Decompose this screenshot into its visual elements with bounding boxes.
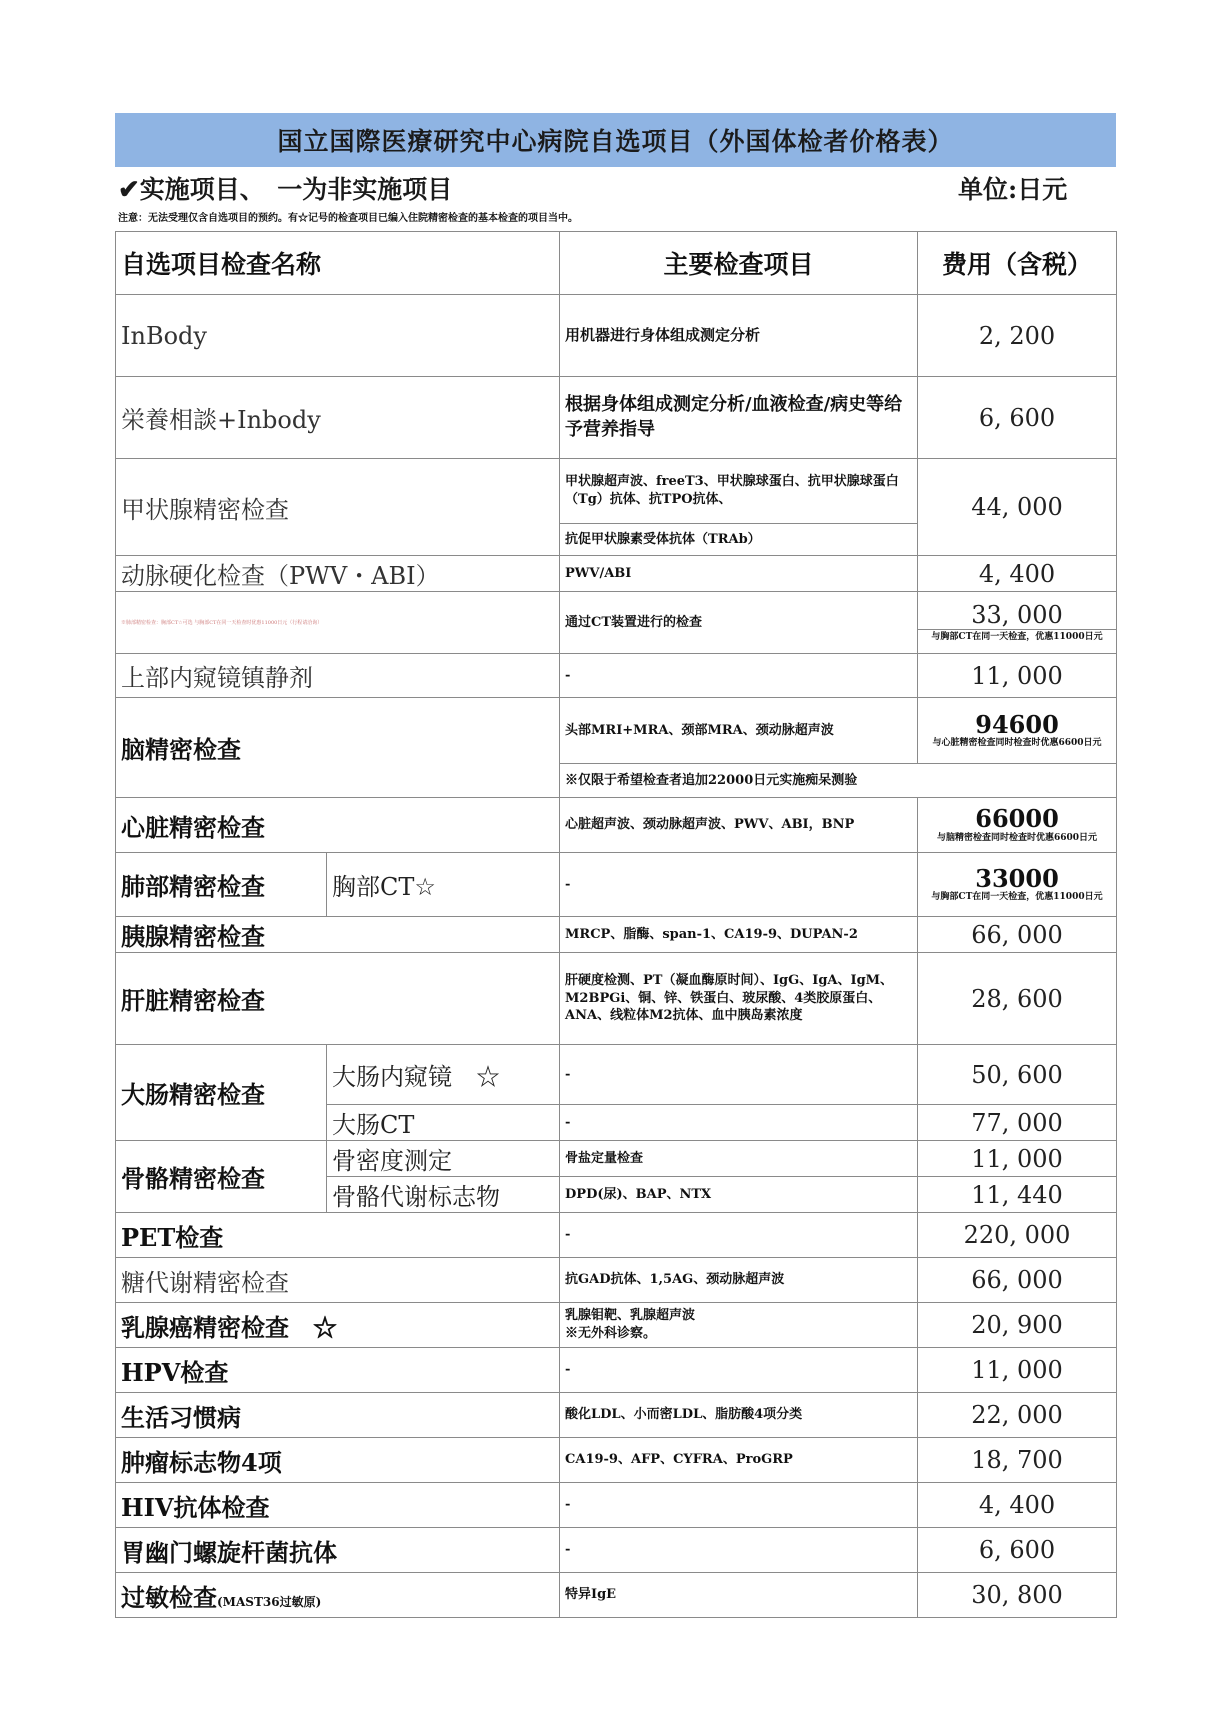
item-price: 44, 000 xyxy=(918,459,1117,556)
item-main: MRCP、脂酶、span-1、CA19-9、DUPAN-2 xyxy=(560,917,918,953)
item-name-note: (MAST36过敏原) xyxy=(217,1594,322,1609)
item-name: 肿瘤标志物4项 xyxy=(116,1438,560,1483)
price-note: 与胸部CT在同一天检查，优惠11000日元 xyxy=(918,629,1116,643)
item-sub: 胸部CT☆ xyxy=(327,853,560,917)
item-price: 28, 600 xyxy=(918,953,1117,1045)
item-main: - xyxy=(560,654,918,698)
price-note: 与脑精密检查同时检查时优惠6600日元 xyxy=(936,832,1098,843)
item-main: 通过CT装置进行的检查 xyxy=(560,592,918,654)
table-row xyxy=(116,1045,1117,1105)
item-main: 肝硬度检测、PT（凝血酶原时间）、IgG、IgA、IgM、M2BPGi、铜、锌、铁蛋白、玻尿酸、4类胶原蛋白、ANA、线粒体M2抗体、血中胰岛素浓度 xyxy=(560,953,918,1045)
header-price: 费用（含税） xyxy=(918,232,1117,295)
item-price: 50, 600 xyxy=(918,1045,1117,1105)
item-main: PWV/ABI xyxy=(560,556,918,592)
item-main: - xyxy=(560,1045,918,1105)
table-row xyxy=(116,295,1117,377)
item-price: 4, 400 xyxy=(918,556,1117,592)
table-row xyxy=(116,459,1117,524)
item-price: 66, 000 xyxy=(918,917,1117,953)
item-main: 骨盐定量检查 xyxy=(560,1141,918,1177)
item-main: 特异IgE xyxy=(560,1573,918,1618)
item-main: - xyxy=(560,1213,918,1258)
table-row xyxy=(116,1303,1117,1348)
price-table xyxy=(115,231,1117,1618)
item-name: 生活习惯病 xyxy=(116,1393,560,1438)
header-main: 主要检查项目 xyxy=(560,232,918,295)
item-price: 30, 800 xyxy=(918,1573,1117,1618)
table-row xyxy=(116,1393,1117,1438)
table-row xyxy=(116,592,1117,654)
table-row xyxy=(116,1573,1117,1618)
item-sub: 大肠CT xyxy=(327,1105,560,1141)
item-name: 肝脏精密检查 xyxy=(116,953,560,1045)
item-main: 抗GAD抗体、1,5AG、颈动脉超声波 xyxy=(560,1258,918,1303)
item-name: 甲状腺精密检查 xyxy=(116,459,560,556)
item-name: 脑精密检查 xyxy=(116,698,560,798)
check-icon: ✔ xyxy=(118,175,140,205)
table-row xyxy=(116,1141,1117,1177)
item-name: ※肺部精密检查：胸部CT☆可选 与胸部CT在同一天检查时优惠11000日元（行程请洽询） xyxy=(116,592,560,654)
item-price: 66000 xyxy=(975,804,1059,834)
price-note: 与胸部CT在同一天检查，优惠11000日元 xyxy=(931,892,1103,903)
item-price: 11, 000 xyxy=(918,654,1117,698)
item-name: 上部内窥镜镇静剂 xyxy=(116,654,560,698)
item-price: 20, 900 xyxy=(918,1303,1117,1348)
page-title: 国立国際医療研究中心病院自选项目（外国体检者价格表） xyxy=(115,113,1116,167)
item-name: 胃幽门螺旋杆菌抗体 xyxy=(116,1528,560,1573)
item-name: HIV抗体检查 xyxy=(116,1483,560,1528)
item-main: 乳腺钼靶、乳腺超声波 ※无外科诊察。 xyxy=(560,1303,918,1348)
item-main: ※仅限于希望检查者追加22000日元实施痴呆测验 xyxy=(560,764,1117,798)
item-name: 栄養相談+Inbody xyxy=(116,377,560,459)
item-main: - xyxy=(560,1528,918,1573)
item-main: 酸化LDL、小而密LDL、脂肪酸4项分类 xyxy=(560,1393,918,1438)
item-name: 大肠精密检查 xyxy=(116,1045,327,1141)
item-price-cell xyxy=(918,698,1117,764)
item-main: - xyxy=(560,853,918,917)
item-name: 胰腺精密检查 xyxy=(116,917,560,953)
item-price: 33000 xyxy=(975,863,1059,893)
table-row xyxy=(116,1258,1117,1303)
table-row xyxy=(116,698,1117,764)
item-price: 22, 000 xyxy=(918,1393,1117,1438)
item-main: 根据身体组成测定分析/血液检查/病史等给予营养指导 xyxy=(560,377,918,459)
item-price: 11, 000 xyxy=(918,1348,1117,1393)
item-name: 过敏检查 xyxy=(121,1582,217,1612)
item-main: - xyxy=(560,1483,918,1528)
item-name: 骨骼精密检查 xyxy=(116,1141,327,1213)
header-name: 自选项目检查名称 xyxy=(116,232,560,295)
item-price: 6, 600 xyxy=(918,377,1117,459)
item-name-cell xyxy=(116,1573,560,1618)
item-main: - xyxy=(560,1105,918,1141)
item-price: 33, 000 xyxy=(971,601,1063,630)
table-row xyxy=(116,1528,1117,1573)
item-name: InBody xyxy=(116,295,560,377)
item-sub: 骨骼代谢标志物 xyxy=(327,1177,560,1213)
table-row xyxy=(116,654,1117,698)
item-name: 肺部精密检查 xyxy=(116,853,327,917)
notice-text: 注意：无法受理仅含自选项目的预约。有☆记号的检查项目已编入住院精密检查的基本检查的项目当中。 xyxy=(118,213,578,224)
item-main: DPD(尿)、BAP、NTX xyxy=(560,1177,918,1213)
item-name: PET检查 xyxy=(116,1213,560,1258)
table-row xyxy=(116,1213,1117,1258)
item-price: 94600 xyxy=(975,709,1059,739)
item-name: HPV检查 xyxy=(116,1348,560,1393)
legend-text: 实施项目、 一为非实施项目 xyxy=(139,175,453,204)
item-price: 77, 000 xyxy=(918,1105,1117,1141)
table-header xyxy=(116,232,1117,295)
item-price-cell xyxy=(918,853,1117,917)
table-row xyxy=(116,953,1117,1045)
item-main: CA19-9、AFP、CYFRA、ProGRP xyxy=(560,1438,918,1483)
item-sub: 骨密度测定 xyxy=(327,1141,560,1177)
item-price: 66, 000 xyxy=(918,1258,1117,1303)
table-row xyxy=(116,377,1117,459)
table-row xyxy=(116,1438,1117,1483)
table-row xyxy=(116,556,1117,592)
table-row xyxy=(116,1483,1117,1528)
table-row xyxy=(116,853,1117,917)
currency-unit: 单位:日元 xyxy=(958,175,1068,204)
item-price: 2, 200 xyxy=(918,295,1117,377)
item-main: 用机器进行身体组成测定分析 xyxy=(560,295,918,377)
item-price: 6, 600 xyxy=(918,1528,1117,1573)
table-row xyxy=(116,1348,1117,1393)
item-main: - xyxy=(560,1348,918,1393)
item-main: 心脏超声波、颈动脉超声波、PWV、ABI，BNP xyxy=(560,798,918,853)
price-note: 与心脏精密检查同时检查时优惠6600日元 xyxy=(932,738,1102,749)
item-name: 动脉硬化检查（PWV・ABI） xyxy=(116,556,560,592)
item-price: 11, 000 xyxy=(918,1141,1117,1177)
item-price: 11, 440 xyxy=(918,1177,1117,1213)
item-main: 抗促甲状腺素受体抗体（TRAb） xyxy=(560,524,918,556)
table-row xyxy=(116,798,1117,853)
item-sub: 大肠内窥镜 ☆ xyxy=(327,1045,560,1105)
item-name: 乳腺癌精密检查 ☆ xyxy=(116,1303,560,1348)
item-price-cell xyxy=(918,798,1117,853)
item-name: 糖代谢精密检查 xyxy=(116,1258,560,1303)
table-row xyxy=(116,917,1117,953)
item-price-cell xyxy=(918,592,1117,654)
item-price: 18, 700 xyxy=(918,1438,1117,1483)
item-price: 220, 000 xyxy=(918,1213,1117,1258)
item-price: 4, 400 xyxy=(918,1483,1117,1528)
legend xyxy=(118,170,452,206)
item-main: 甲状腺超声波、freeT3、甲状腺球蛋白、抗甲状腺球蛋白（Tg）抗体、抗TPO抗体、 xyxy=(560,459,918,524)
item-name: 心脏精密检查 xyxy=(116,798,560,853)
item-main: 头部MRI+MRA、颈部MRA、颈动脉超声波 xyxy=(560,698,918,764)
